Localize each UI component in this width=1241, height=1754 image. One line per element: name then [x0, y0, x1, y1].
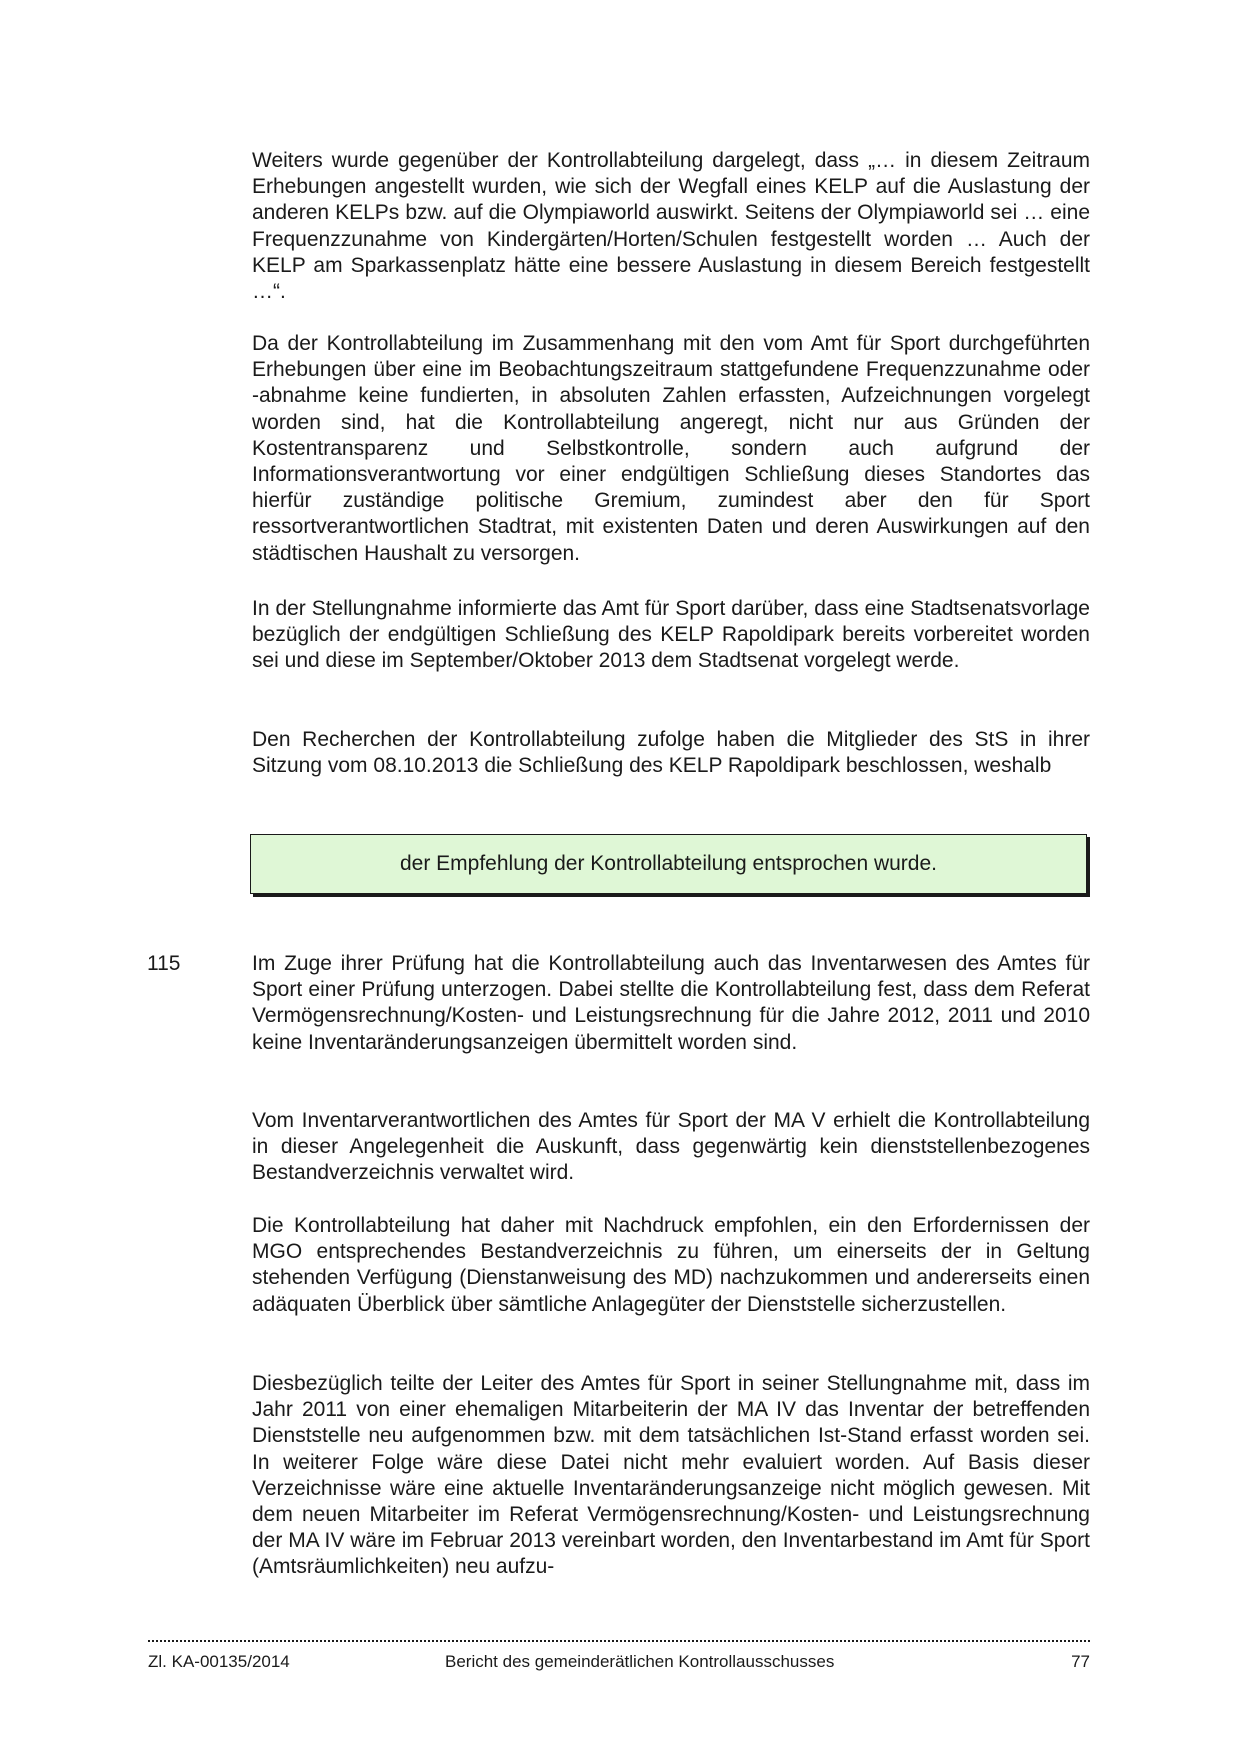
recommendation-text: der Empfehlung der Kontrollabteilung entsprochen wurde.	[399, 852, 937, 875]
paragraph-text: Den Recherchen der Kontrollabteilung zufolge haben die Mitglieder des StS in ihrer Sitzung vom 08.10.2013 die Schließung des KELP Rapoldipark beschlossen, weshalb	[252, 728, 1090, 778]
paragraph	[252, 1108, 1090, 1187]
paragraph-text: Diesbezüglich teilte der Leiter des Amtes für Sport in seiner Stellungnahme mit, dass im Jahr 2011 von einer ehemaligen Mitarbeiterin der MA IV das Inventar der betreffenden Dienststelle neu aufgenommen bzw. mit dem tatsächlichen Ist-Stand erfasst worden sei. In weiterer Folge wäre diese Datei nicht mehr evaluiert worden. Auf Basis dieser Verzeichnisse wäre eine aktuelle Inventaränderungsanzeige nicht möglich gewesen. Mit dem neuen Mitarbeiter im Referat Vermögensrechnung/Kosten- und Leistungsrechnung der MA IV wäre im Februar 2013 vereinbart worden, den Inventarbestand im Amt für Sport (Amtsräumlichkeiten) neu aufzu-	[252, 1372, 1090, 1579]
footer-page-number: 77	[1071, 1652, 1090, 1671]
footer-reference: Zl. KA-00135/2014	[148, 1652, 290, 1671]
footer-title: Bericht des gemeinderätlichen Kontrollausschusses	[445, 1652, 835, 1671]
paragraph	[252, 331, 1090, 567]
paragraph	[252, 1371, 1090, 1581]
paragraph-text: Die Kontrollabteilung hat daher mit Nachdruck empfohlen, ein den Erfordernissen der MGO entsprechendes Bestandverzeichnis zu führen, um einerseits der in Geltung stehenden Verfügung (Dienstanweisung des MD) nachzukommen und andererseits einen adäquaten Überblick über sämtliche Anlagegüter der Dienststelle sicherzustellen.	[252, 1214, 1090, 1316]
paragraph	[252, 596, 1090, 675]
paragraph-text: Vom Inventarverantwortlichen des Amtes für Sport der MA V erhielt die Kontrollabteilung in dieser Angelegenheit die Auskunft, dass gegenwärtig kein dienststellenbezogenes Bestandverzeichnis verwaltet wird.	[252, 1109, 1090, 1185]
footer-divider	[148, 1640, 1090, 1642]
paragraph	[252, 148, 1090, 305]
section-number: 115	[147, 952, 181, 975]
paragraph	[252, 1213, 1090, 1318]
paragraph	[252, 727, 1090, 779]
paragraph-text: Im Zuge ihrer Prüfung hat die Kontrollabteilung auch das Inventarwesen des Amtes für Sport einer Prüfung unterzogen. Dabei stellte die Kontrollabteilung fest, dass dem Referat Vermögensrechnung/Kosten- und Leistungsrechnung für die Jahre 2012, 2011 und 2010 keine Inventaränderungsanzeigen übermittelt worden sind.	[252, 952, 1090, 1054]
paragraph-text: Weiters wurde gegenüber der Kontrollabteilung dargelegt, dass „… in diesem Zeitraum Erhebungen angestellt wurden, wie sich der Wegfall eines KELP auf die Auslastung der anderen KELPs bzw. auf die Olympiaworld auswirkt. Seitens der Olympiaworld sei … eine Frequenzzunahme von Kindergärten/Horten/Schulen festgestellt worden … Auch der KELP am Sparkassenplatz hätte eine bessere Auslastung in diesem Bereich festgestellt …“.	[252, 149, 1090, 304]
paragraph-text: Da der Kontrollabteilung im Zusammenhang mit den vom Amt für Sport durchgeführten Erhebungen über eine im Beobachtungszeitraum stattgefundene Frequenzzunahme oder -abnahme keine fundierten, in absoluten Zahlen erfassten, Aufzeichnungen vorgelegt worden sind, hat die Kontrollabteilung angeregt, nicht nur aus Gründen der Kostentransparenz und Selbstkontrolle, sondern auch aufgrund der Informationsverantwortung vor einer endgültigen Schließung dieses Standortes das hierfür zuständige politische Gremium, zumindest aber den für Sport ressortverantwortlichen Stadtrat, mit existenten Daten und deren Auswirkungen auf den städtischen Haushalt zu versorgen.	[252, 332, 1090, 565]
recommendation-box	[250, 834, 1087, 894]
paragraph	[252, 951, 1090, 1056]
paragraph-text: In der Stellungnahme informierte das Amt für Sport darüber, dass eine Stadtsenatsvorlage bezüglich der endgültigen Schließung des KELP Rapoldipark bereits vorbereitet worden sei und diese im September/Oktober 2013 dem Stadtsenat vorgelegt werde.	[252, 597, 1090, 673]
